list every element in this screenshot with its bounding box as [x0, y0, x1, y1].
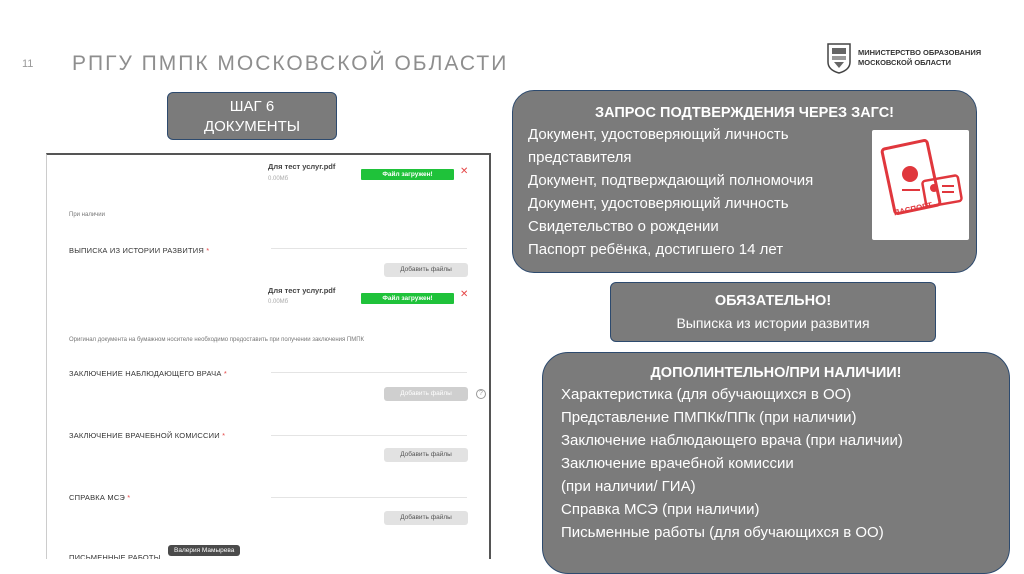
slide-title: РПГУ ПМПК МОСКОВСКОЙ ОБЛАСТИ — [72, 52, 509, 75]
optional-doc-line: Справка МСЭ (при наличии) — [561, 501, 760, 518]
if-present-note: При наличии — [69, 212, 105, 218]
field-underline — [271, 248, 467, 249]
extract-label-text: ВЫПИСКА ИЗ ИСТОРИИ РАЗВИТИЯ — [69, 246, 204, 255]
optional-doc-line: Заключение врачебной комиссии — [561, 455, 794, 472]
optional-doc-line: Письменные работы (для обучающихся в ОО) — [561, 524, 884, 541]
optional-doc-line: Заключение наблюдающего врача (при наличии) — [561, 432, 903, 449]
field-underline — [271, 372, 467, 373]
zags-doc-line: Свидетельство о рождении — [528, 218, 719, 235]
ministry-line-2: МОСКОВСКОЙ ОБЛАСТИ — [858, 58, 952, 67]
help-icon[interactable]: ? — [476, 389, 486, 399]
upload-success-badge: Файл загружен! — [361, 293, 454, 304]
close-icon[interactable]: ✕ — [460, 289, 469, 300]
add-files-button[interactable]: Добавить файлы — [384, 263, 468, 277]
ministry-logo — [826, 42, 981, 74]
field-underline — [271, 497, 467, 498]
upload-success-badge: Файл загружен! — [361, 169, 454, 180]
commission-conclusion-text: ЗАКЛЮЧЕНИЕ ВРАЧЕБНОЙ КОМИССИИ — [69, 431, 220, 440]
zags-doc-line: Документ, удостоверяющий личность — [528, 126, 789, 143]
doctor-conclusion-label — [69, 369, 227, 378]
required-panel — [610, 282, 936, 342]
zags-doc-line: представителя — [528, 149, 632, 166]
mse-certificate-label — [69, 493, 130, 502]
required-line: Выписка из истории развития — [676, 315, 870, 331]
step-number: ШАГ 6 — [229, 98, 275, 115]
coat-of-arms-icon — [826, 42, 852, 74]
optional-title: ДОПОЛИНТЕЛЬНО/ПРИ НАЛИЧИИ! — [650, 365, 902, 381]
optional-doc-line: Представление ПМПКк/ППк (при наличии) — [561, 409, 857, 426]
mse-certificate-text: СПРАВКА МСЭ — [69, 493, 125, 502]
add-files-button[interactable]: Добавить файлы — [384, 511, 468, 525]
required-mark: * — [223, 369, 227, 378]
written-works-label: ПИСЬМЕННЫЕ РАБОТЫ — [69, 553, 161, 559]
step-title: ДОКУМЕНТЫ — [203, 118, 301, 135]
passport-icon — [872, 130, 969, 240]
optional-doc-line: Характеристика (для обучающихся в ОО) — [561, 386, 852, 403]
passport-icon-label: ПАСПОРТ — [892, 200, 934, 218]
file-name[interactable]: Для тест услуг.pdf — [268, 286, 336, 295]
required-mark: * — [222, 431, 226, 440]
close-icon[interactable]: ✕ — [460, 166, 469, 177]
commission-conclusion-label — [69, 431, 225, 440]
documents-form-screenshot — [46, 153, 491, 559]
user-name-tooltip: Валерия Мамырева — [168, 545, 240, 556]
zags-title: ЗАПРОС ПОДТВЕРЖДЕНИЯ ЧЕРЕЗ ЗАГС! — [594, 105, 894, 121]
zags-doc-line: Документ, удостоверяющий личность — [528, 195, 789, 212]
optional-doc-line: (при наличии/ ГИА) — [561, 478, 696, 495]
required-mark: * — [127, 493, 131, 502]
optional-panel — [542, 352, 1010, 574]
slide-number: 11 — [22, 58, 34, 70]
add-files-button[interactable]: Добавить файлы — [384, 448, 468, 462]
paper-original-note: Оригинал документа на бумажном носителе необходимо предоставить при получении заключения ПМПК — [69, 337, 365, 343]
file-size: 0.00Mб — [268, 299, 289, 305]
file-size: 0.00Mб — [268, 176, 289, 182]
field-underline — [271, 435, 467, 436]
required-title: ОБЯЗАТЕЛЬНО! — [714, 293, 832, 309]
zags-doc-line: Паспорт ребёнка, достигшего 14 лет — [528, 241, 784, 258]
step-box — [167, 92, 337, 140]
required-mark: * — [206, 246, 210, 255]
zags-doc-line: Документ, подтверждающий полномочия — [528, 172, 814, 189]
ministry-line-1: МИНИСТЕРСТВО ОБРАЗОВАНИЯ — [858, 48, 982, 57]
doctor-conclusion-text: ЗАКЛЮЧЕНИЕ НАБЛЮДАЮЩЕГО ВРАЧА — [69, 369, 222, 378]
extract-label — [69, 246, 209, 255]
add-files-button-disabled[interactable]: Добавить файлы — [384, 387, 468, 401]
file-name[interactable]: Для тест услуг.pdf — [268, 162, 336, 171]
